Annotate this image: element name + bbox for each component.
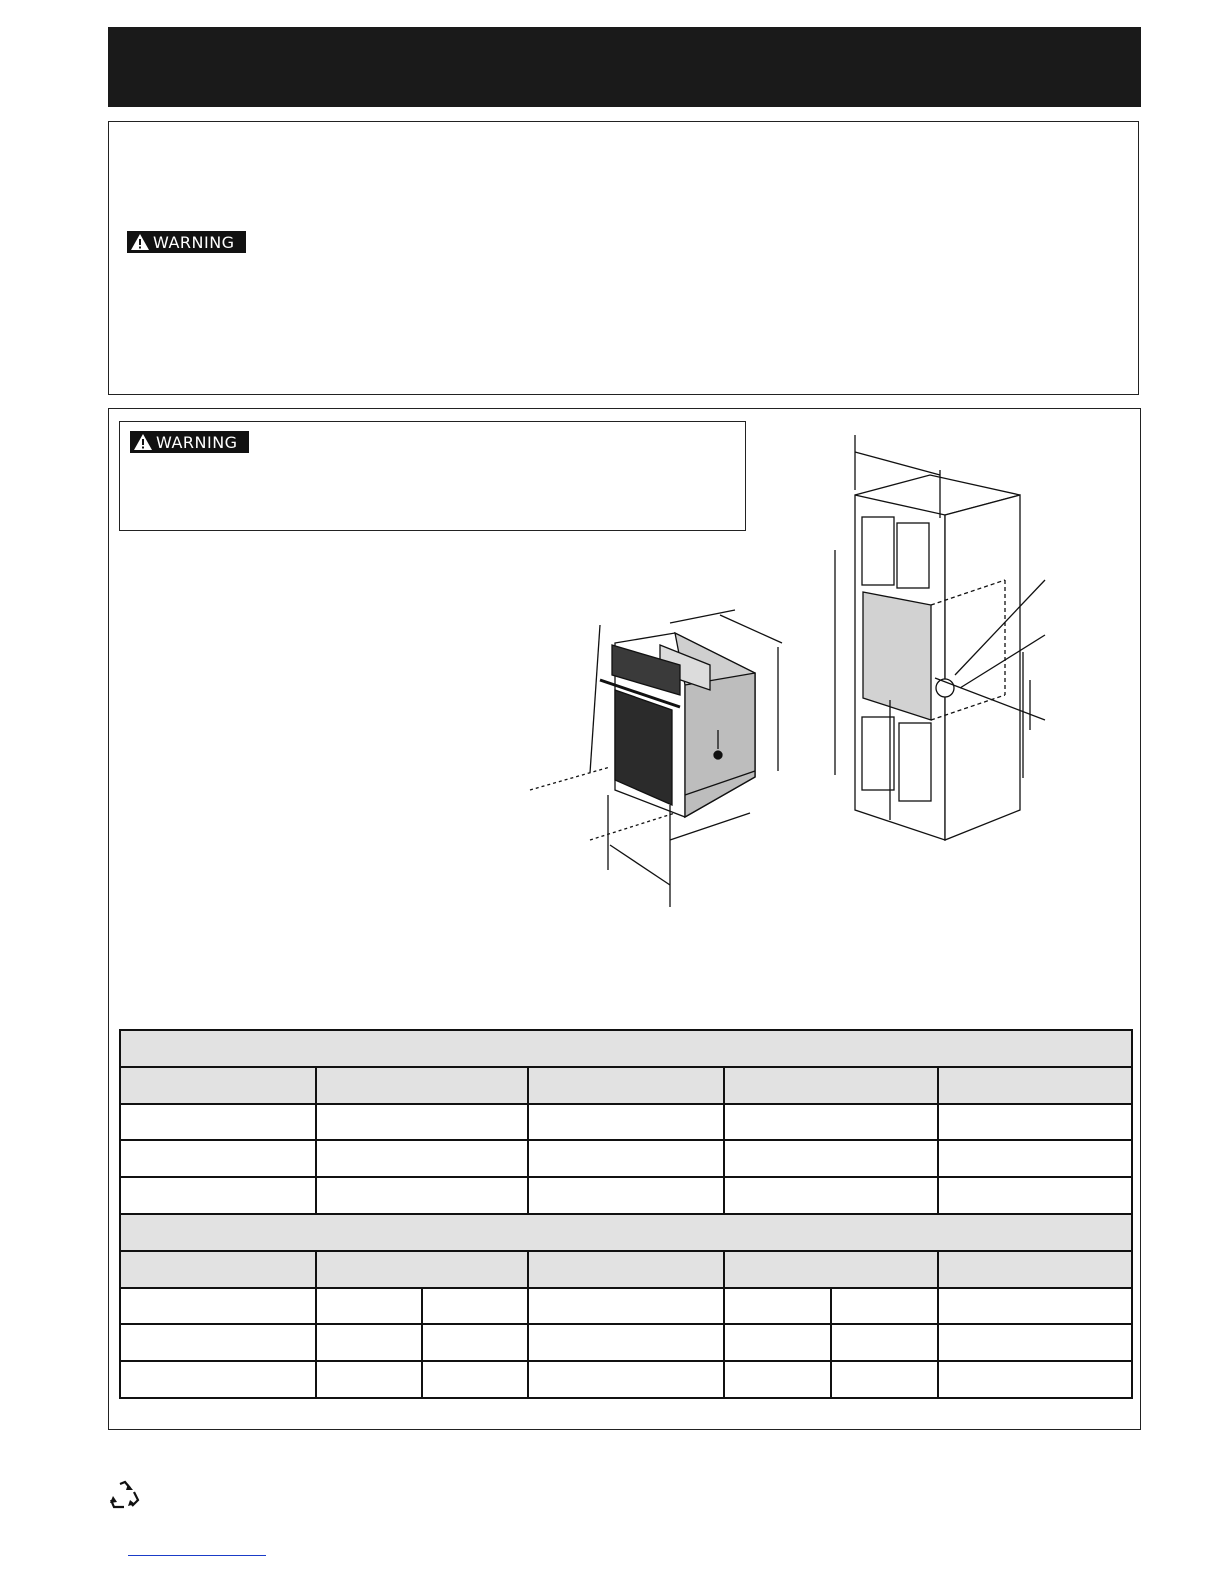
- warning-label-top: WARNING: [153, 232, 235, 252]
- oven-dimension-diagram: [520, 595, 800, 915]
- table-row: [120, 1324, 1132, 1361]
- warning-label-inner: WARNING: [156, 432, 238, 452]
- table-row: [120, 1361, 1132, 1398]
- table-row: [120, 1288, 1132, 1325]
- specifications-table: [119, 1029, 1133, 1399]
- cabinet-cutout-diagram: [815, 430, 1055, 850]
- header-bar: [108, 27, 1141, 107]
- table-column-header: [120, 1251, 1132, 1288]
- recycle-icon: [108, 1480, 142, 1510]
- table-group-header: [120, 1214, 1132, 1251]
- warning-badge-inner: [130, 431, 249, 453]
- table-row: [120, 1104, 1132, 1141]
- table-row: [120, 1177, 1132, 1214]
- table-group-header: [120, 1030, 1132, 1067]
- instructions-box: [108, 121, 1139, 395]
- warning-triangle-icon: [130, 233, 150, 251]
- warning-triangle-icon: [133, 433, 153, 451]
- footer-link-underline[interactable]: [128, 1555, 266, 1556]
- table-column-header: [120, 1067, 1132, 1104]
- warning-badge-top: [127, 231, 246, 253]
- table-row: [120, 1140, 1132, 1177]
